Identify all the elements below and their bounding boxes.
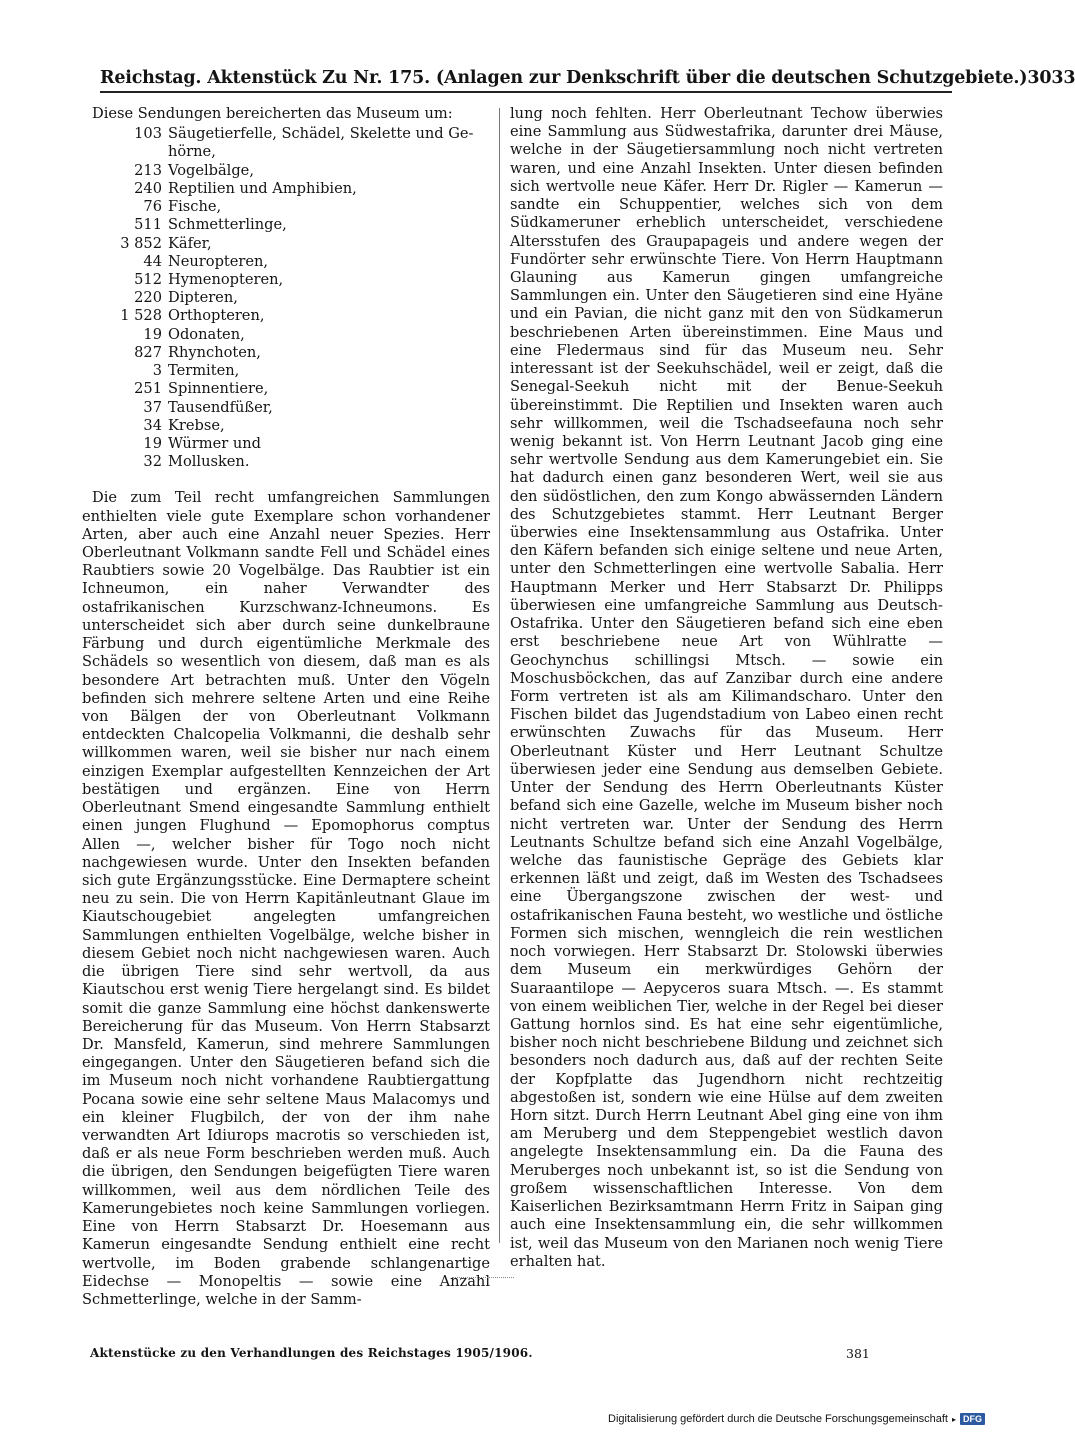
item-label: Käfer, [168, 234, 212, 252]
item-label: Reptilien und Amphibien, [168, 179, 357, 197]
list-item [82, 125, 490, 143]
list-item [82, 326, 490, 344]
item-count: 44 [143, 252, 162, 270]
item-label: Vogelbälge, [168, 161, 254, 179]
dfg-logo: DFG [960, 1413, 985, 1425]
column-divider [499, 108, 500, 1243]
item-count: 827 [134, 343, 162, 361]
list-item [82, 289, 490, 307]
item-count: 76 [143, 198, 162, 216]
item-count: 213 [134, 161, 162, 179]
item-count: 37 [143, 398, 162, 416]
list-item [82, 344, 490, 362]
item-count: 19 [143, 325, 162, 343]
digitization-credit [608, 1413, 985, 1425]
list-intro: Diese Sendungen bereicherten das Museum um: [92, 105, 453, 122]
header-rule [100, 91, 952, 93]
list-item [82, 162, 490, 180]
list-item [82, 435, 490, 453]
list-item [82, 362, 490, 380]
item-count: 240 [134, 179, 162, 197]
item-label: Spinnentiere, [168, 380, 269, 398]
right-column [510, 105, 943, 1271]
item-count: 32 [143, 453, 162, 471]
item-count: 220 [134, 289, 162, 307]
item-count: 1 528 [120, 307, 162, 325]
left-column [82, 105, 490, 1309]
footer-source: Aktenstücke zu den Verhandlungen des Reichstages 1905/1906. [90, 1346, 533, 1360]
item-label: Rhynchoten, [168, 343, 261, 361]
list-item [82, 307, 490, 325]
item-count: 511 [134, 216, 162, 234]
item-count: 3 [152, 362, 162, 380]
header-title: Reichstag. Aktenstück Zu Nr. 175. (Anlagen zur Denkschrift über die deutschen Schutzgebiete.) [100, 68, 1028, 88]
item-count: 251 [134, 380, 162, 398]
item-label: Würmer und [168, 434, 262, 452]
item-label: Neuropteren, [168, 252, 269, 270]
item-label: Termiten, [168, 362, 240, 380]
item-label: Schmetterlinge, [168, 216, 287, 234]
item-label: Mollusken. [168, 453, 250, 471]
specimen-list [82, 125, 490, 471]
item-label: Orthopteren, [168, 307, 265, 325]
list-item [82, 453, 490, 471]
list-item [82, 417, 490, 435]
item-label: Dipteren, [168, 289, 238, 307]
item-count: 34 [143, 416, 162, 434]
credit-text: Digitalisierung gefördert durch die Deutsche Forschungsgemeinschaft [608, 1413, 948, 1425]
running-header [100, 56, 1075, 88]
item-count: 3 852 [120, 234, 162, 252]
item-label: hörne, [168, 143, 216, 161]
item-label: Odonaten, [168, 325, 245, 343]
item-count: 512 [134, 270, 162, 288]
list-item [82, 216, 490, 234]
arrow-icon: ▸ [951, 1414, 956, 1424]
item-label: Krebse, [168, 416, 225, 434]
item-label: Säugetierfelle, Schädel, Skelette und Ge- [168, 125, 474, 143]
list-item [82, 271, 490, 289]
list-item [82, 198, 490, 216]
item-count: 19 [143, 434, 162, 452]
item-label: Fische, [168, 198, 222, 216]
list-item [82, 380, 490, 398]
item-label: Hymenopteren, [168, 270, 284, 288]
list-item [82, 253, 490, 271]
page-number: 3033 [1027, 68, 1075, 88]
left-paragraph: Die zum Teil recht umfangreichen Sammlungen enthielten viele gute Exemplare schon vorhandener Arten, aber auch eine Anzahl neuer Spezies. Herr Oberleutnant Volkmann sandte Fell und Schädel eines Raubtiers sowie 20 Vogelbälge. Das Raubtier ist ein Ichneumon, ein naher Verwandter des ostafrikanischen Kurzschwanz-Ichneumons. Es unterscheidet sich aber durch seine dunkelbraune Färbung und durch eigentümliche Merkmale des Schädels so wesentlich von diesem, daß man es als besondere Art betrachten muß. Unter den Vögeln befinden sich mehrere seltene Arten und eine Reihe von Bälgen der von Oberleutnant Volkmann entdeckten Chalcopelia Volkmanni, die deshalb sehr willkommen waren, weil sie bisher nur nach einem einzigen Exemplar aufgestellten Kennzeichen der Art bestätigen und ergänzen. Eine von Herrn Oberleutnant Smend eingesandte Sammlung enthielt einen jungen Flughund — Epomophorus comptus Allen —, welcher bisher für Togo noch nicht nachgewiesen wurde. Unter den Insekten befanden sich gute Ergänzungsstücke. Eine Dermaptere scheint neu zu sein. Die von Herrn Kapitänleutnant Glaue im Kiautschougebiet angelegten umfangreichen Sammlungen enthielten Vogelbälge, welche bisher in diesem Gebiet noch nicht nachgewiesen waren. Auch die übrigen Tiere sind sehr wertvoll, da aus Kiautschou erst wenig Tiere hergelangt sind. Es bildet somit die ganze Sammlung eine höchst dankenswerte Bereicherung für das Museum. Von Herrn Stabsarzt Dr. Mansfeld, Kamerun, sind mehrere Sammlungen eingegangen. Unter den Säugetieren befand sich die im Museum noch nicht vorhandene Raubtiergattung Pocana sowie eine sehr seltene Maus Malacomys und ein kleiner Flugbilch, der von der ihm nahe verwandten Art Idiurops macrotis so verschieden ist, daß er als neue Form beschrieben werden muß. Auch die übrigen, den Sendungen beigefügten Tiere waren willkommen, weil aus dem nördlichen Teile des Kamerungebietes noch keine Sammlungen vorliegen. Eine von Herrn Stabsarzt Dr. Hoesemann aus Kamerun eingesandte Sendung enthielt eine recht wertvolle, im Boden grabende schlangenartige Eidechse — Monopeltis — sowie eine Anzahl Schmetterlinge, welche in der Samm- [82, 489, 490, 1308]
list-item [82, 143, 490, 161]
item-count: 103 [134, 125, 162, 143]
item-label: Tausendfüßer, [168, 398, 273, 416]
list-item [82, 399, 490, 417]
end-rule [452, 1277, 514, 1278]
list-item [82, 235, 490, 253]
footer-sheet-number: 381 [846, 1346, 870, 1361]
list-item [82, 180, 490, 198]
right-paragraph: lung noch fehlten. Herr Oberleutnant Techow überwies eine Sammlung aus Südwestafrika, darunter drei Mäuse, welche in der Säugetiersammlung noch nicht vertreten waren, und eine Anzahl Insekten. Unter diesen befinden sich wertvolle neue Käfer. Herr Dr. Rigler — Kamerun — sandte ein Schuppentier, welches sich von dem Südkameruner erheblich unterscheidet, verschiedene Altersstufen des Graupapageis und andere wegen der Fundörter sehr erwünschte Tiere. Von Herrn Hauptmann Glauning aus Kamerun gingen umfangreiche Sammlungen ein. Unter den Säugetieren sind eine Hyäne und ein Pavian, die nicht ganz mit den von Südkamerun beschriebenen Arten übereinstimmen. Eine Maus und eine Fledermaus sind für das Museum neu. Sehr interessant ist der Seekuhschädel, weil er zeigt, daß die Senegal-Seekuh nicht mit der Benue-Seekuh übereinstimmt. Die Reptilien und Insekten waren auch sehr willkommen, weil die Tschadseefauna noch sehr wenig bekannt ist. Von Herrn Leutnant Jacob ging eine sehr wertvolle Sendung aus dem Kamerungebiet ein. Sie hat dadurch einen ganz besonderen Wert, weil sie aus den südöstlichen, den zum Kongo abwässernden Ländern des Schutzgebietes stammt. Herr Leutnant Berger überwies eine Insektensammlung aus Ostafrika. Unter den Käfern befanden sich einige seltene und neue Arten, unter den Schmetterlingen eine wertvolle Sabalia. Herr Hauptmann Merker und Herr Stabsarzt Dr. Philipps überwiesen eine umfangreiche Sammlung aus Deutsch-Ostafrika. Unter den Säugetieren befand sich eine eben erst beschriebene neue Art von Wühlratte — Geochynchus schillingsi Mtsch. — sowie ein Moschusböckchen, das auf Zanzibar durch eine andere Form vertreten ist als am Kilimandscharo. Unter den Fischen bildet das Jugendstadium von Labeo einen recht erwünschten Zuwachs für das Museum. Herr Oberleutnant Küster und Herr Leutnant Schultze überwiesen jeder eine Sendung aus demselben Gebiete. Unter der Sendung des Herrn Oberleutnants Küster befand sich eine Gazelle, welche im Museum bisher noch nicht vertreten war. Unter der Sendung des Herrn Leutnants Schultze befand sich eine Anzahl Vogelbälge, welche das faunistische Gepräge des Gebiets klar erkennen läßt und zeigt, daß im Westen des Tschadsees eine Übergangszone zwischen der west- und ostafrikanischen Fauna besteht, wo westliche und östliche Formen sich mischen, wenngleich die rein westlichen noch vorwiegen. Herr Stabsarzt Dr. Stolowski überwies dem Museum ein merkwürdiges Gehörn der Suaraantilope — Aepyceros suara Mtsch. —. Es stammt von einem weiblichen Tier, welche in der Regel bei dieser Gattung hornlos sind. Es hat eine sehr eigentümliche, bisher noch nicht beschriebene Bildung und zeichnet sich besonders noch dadurch aus, daß auf der rechten Seite der Kopfplatte das Jugendhorn nicht rechtzeitig abgestoßen ist, sondern wie eine Hülse auf dem zweiten Horn sitzt. Durch Herrn Leutnant Abel ging eine von ihm am Meruberg und dem Steppengebiet westlich davon angelegte Insektensammlung ein. Da die Fauna des Meruberges noch unbekannt ist, so ist die Sendung von großem wissenschaftlichen Interesse. Von dem Kaiserlichen Bezirksamtmann Herrn Fritz in Saipan ging auch eine Insektensammlung ein, die sehr willkommen ist, weil das Museum von den Marianen noch wenig Tiere erhalten hat. [510, 105, 943, 1270]
